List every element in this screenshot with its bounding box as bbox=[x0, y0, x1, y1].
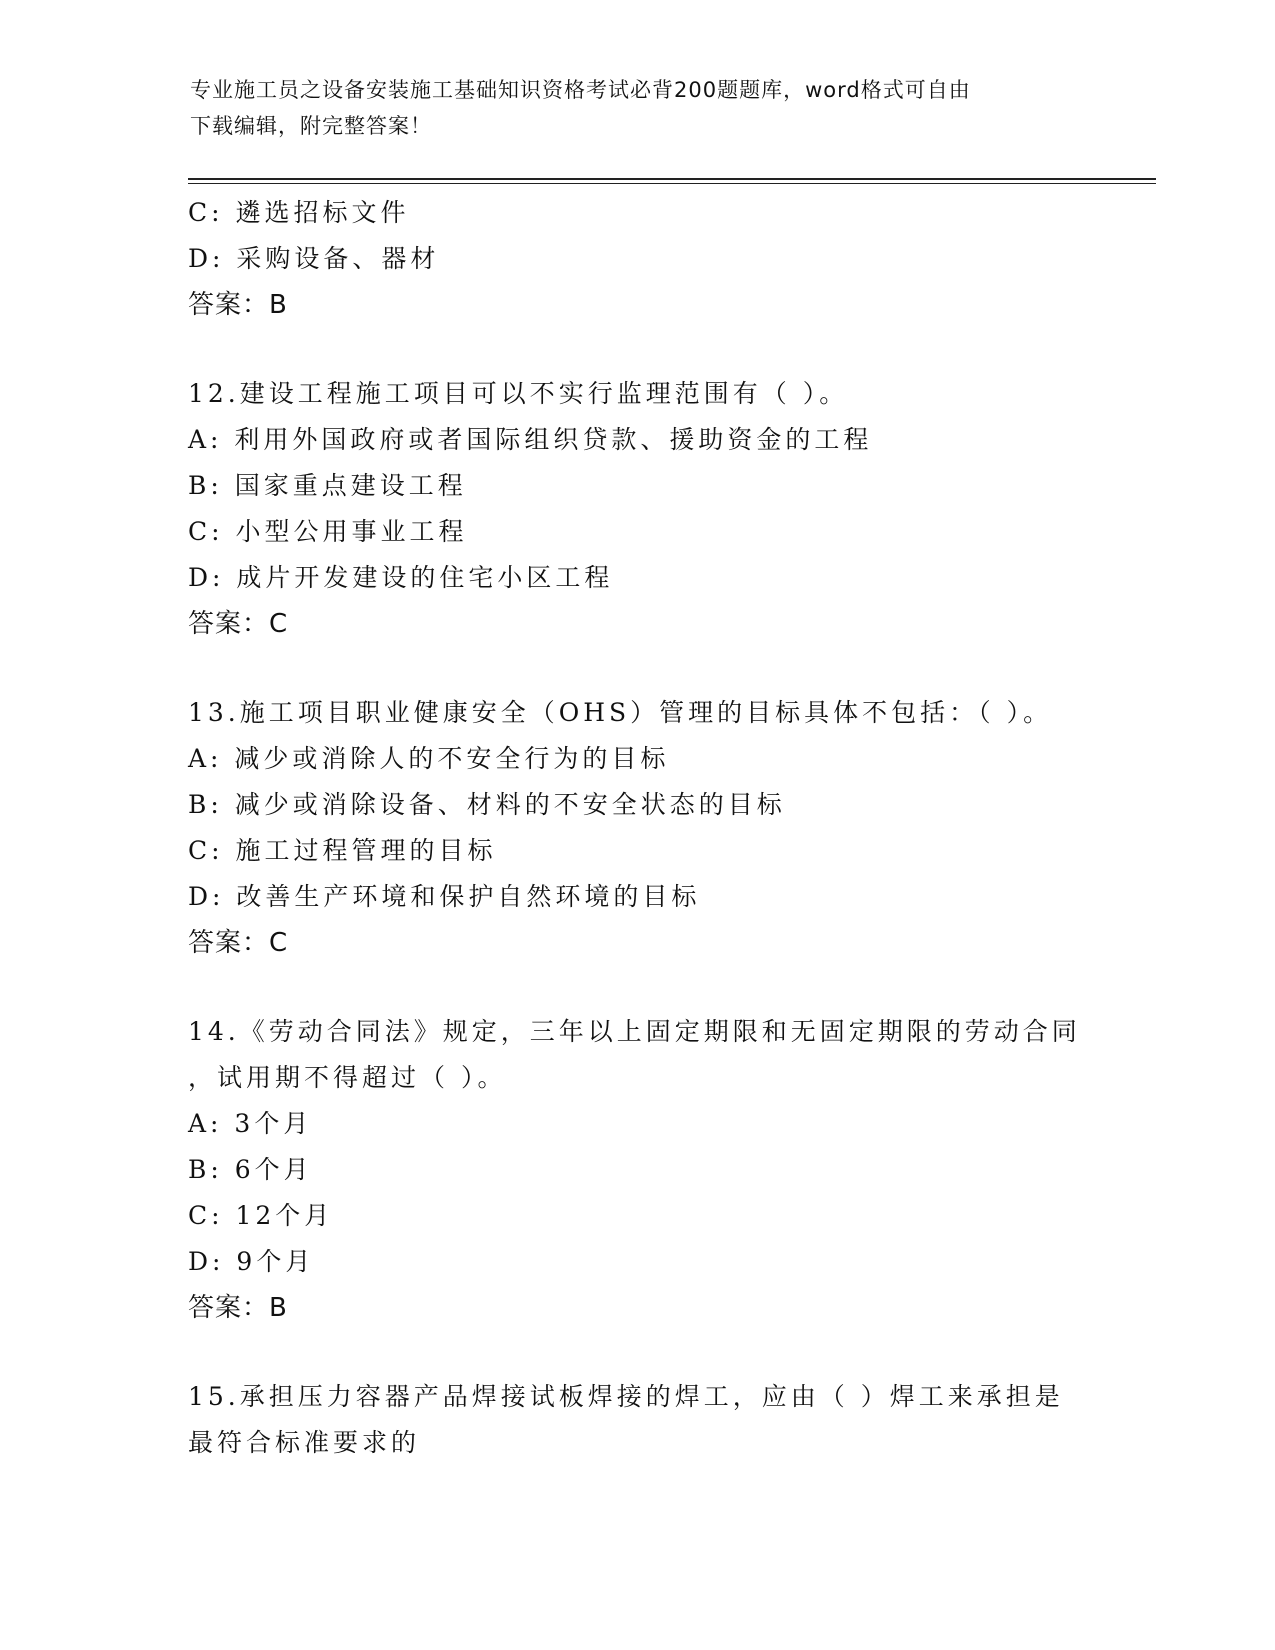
question-text: 13.施工项目职业健康安全（OHS）管理的目标具体不包括：（ ）。 bbox=[188, 698, 1053, 727]
option-c: C: 12个月 bbox=[188, 1201, 334, 1230]
question-14 bbox=[188, 1009, 1088, 1331]
header-title-line-2: 下载编辑，附完整答案！ bbox=[190, 114, 432, 138]
document-header bbox=[190, 72, 1090, 144]
question-text-line-1: 15.承担压力容器产品焊接试板焊接的焊工，应由（ ）焊工来承担是 bbox=[188, 1382, 1064, 1411]
answer: 答案：B bbox=[188, 1293, 288, 1323]
question-text-line-1: 14.《劳动合同法》规定，三年以上固定期限和无固定期限的劳动合同 bbox=[188, 1017, 1081, 1046]
option-d: D: 9个月 bbox=[188, 1247, 315, 1276]
question-12 bbox=[188, 371, 1088, 647]
option-b: B: 减少或消除设备、材料的不安全状态的目标 bbox=[188, 790, 786, 819]
option-d: D: 改善生产环境和保护自然环境的目标 bbox=[188, 882, 701, 911]
header-divider bbox=[188, 178, 1156, 180]
answer: 答案：C bbox=[188, 928, 289, 958]
answer: 答案：C bbox=[188, 609, 289, 639]
question-11-continuation bbox=[188, 190, 1088, 328]
header-divider-thin bbox=[188, 183, 1156, 184]
question-list bbox=[188, 190, 1088, 1466]
option-a: A: 3个月 bbox=[188, 1109, 313, 1138]
question-text: 12.建设工程施工项目可以不实行监理范围有（ ）。 bbox=[188, 379, 849, 408]
option-a: A: 利用外国政府或者国际组织贷款、援助资金的工程 bbox=[188, 425, 873, 454]
option-b: B: 国家重点建设工程 bbox=[188, 471, 467, 500]
option-c: C: 小型公用事业工程 bbox=[188, 517, 468, 546]
header-title-line-1: 专业施工员之设备安装施工基础知识资格考试必背200题题库，word格式可自由 bbox=[190, 78, 971, 102]
option-b: B: 6个月 bbox=[188, 1155, 313, 1184]
question-15 bbox=[188, 1374, 1088, 1466]
option-c: C: 遴选招标文件 bbox=[188, 198, 410, 227]
answer: 答案：B bbox=[188, 290, 288, 320]
option-d: D: 成片开发建设的住宅小区工程 bbox=[188, 563, 614, 592]
question-13 bbox=[188, 690, 1088, 966]
option-c: C: 施工过程管理的目标 bbox=[188, 836, 497, 865]
option-a: A: 减少或消除人的不安全行为的目标 bbox=[188, 744, 670, 773]
option-d: D: 采购设备、器材 bbox=[188, 244, 440, 273]
question-text-line-2: ，试用期不得超过（ ）。 bbox=[188, 1063, 507, 1092]
question-text-line-2: 最符合标准要求的 bbox=[188, 1428, 421, 1457]
